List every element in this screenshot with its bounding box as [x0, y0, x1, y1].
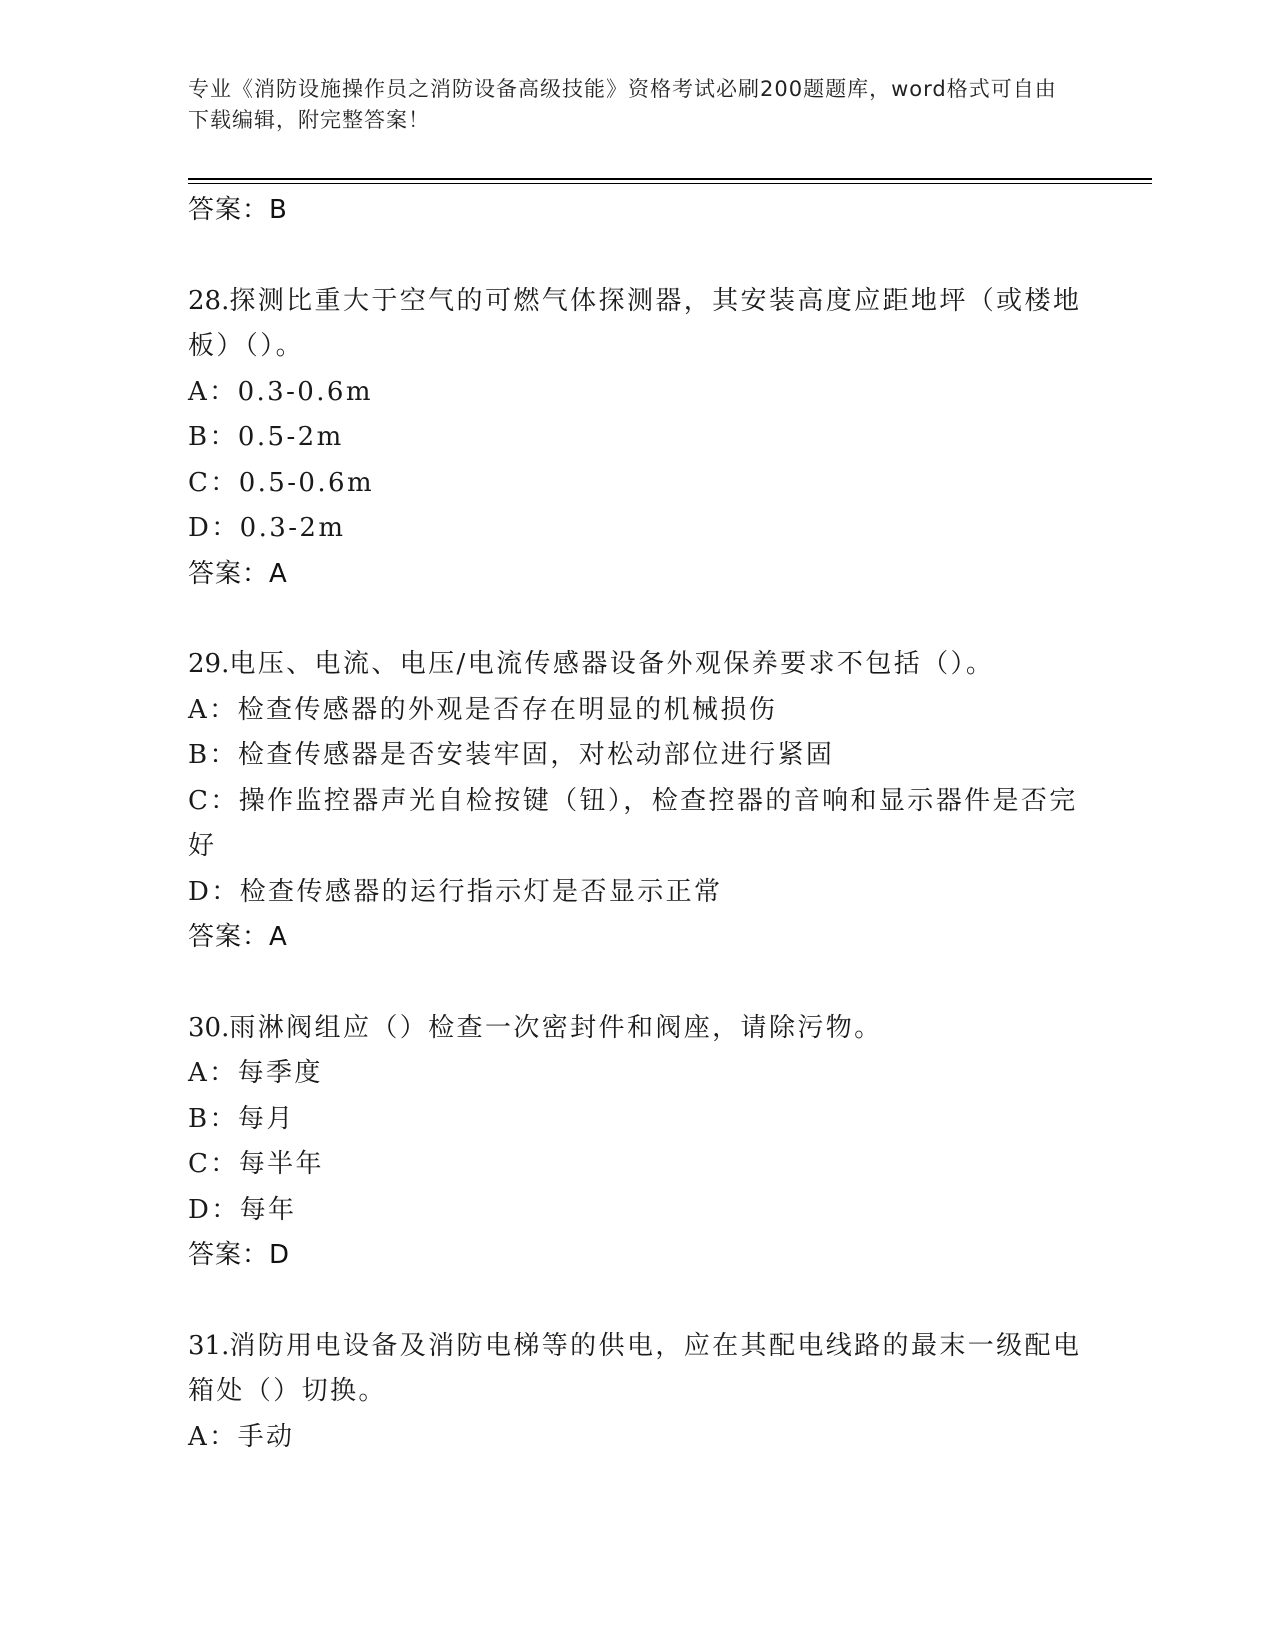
answer-line	[188, 915, 1088, 961]
option-label: D：	[188, 513, 240, 543]
answer-prefix: 答案：	[188, 558, 270, 589]
question-body: 雨淋阀组应（）检查一次密封件和阀座，请除污物。	[229, 1012, 883, 1043]
question-text	[188, 642, 1088, 688]
question-list	[188, 188, 1088, 1460]
question-item	[188, 1006, 1088, 1279]
question-item	[188, 1324, 1088, 1461]
option-text: 操作监控器声光自检按键（钮），检查控器的音响和显示器件是否完好	[188, 785, 1078, 861]
option-label: B：	[188, 1103, 238, 1134]
answer-value: A	[269, 558, 288, 589]
option-item	[188, 1188, 1088, 1234]
option-item	[188, 733, 1088, 779]
option-text: 手动	[237, 1421, 295, 1452]
option-label: C：	[188, 467, 239, 498]
option-item	[188, 461, 1088, 507]
option-label: B：	[188, 740, 238, 770]
answer-line	[188, 188, 1088, 234]
option-label: A：	[188, 1421, 238, 1452]
header-divider	[188, 178, 1152, 180]
answer-line	[188, 552, 1088, 598]
option-item	[188, 1051, 1088, 1097]
option-item	[188, 688, 1088, 734]
option-text: 每年	[239, 1194, 297, 1225]
option-item	[188, 1097, 1088, 1143]
answer-prefix: 答案：	[188, 922, 270, 952]
option-item	[188, 370, 1088, 416]
answer-value: D	[269, 1240, 291, 1270]
question-body: 电压、电流、电压/电流传感器设备外观保养要求不包括（）。	[229, 649, 995, 679]
option-label: C：	[188, 1149, 239, 1179]
option-text: 检查传感器的外观是否存在明显的机械损伤	[237, 694, 778, 725]
option-item	[188, 506, 1088, 552]
option-text: 检查传感器是否安装牢固，对松动部位进行紧固	[237, 740, 835, 770]
option-label: C：	[188, 785, 239, 816]
question-text	[188, 279, 1088, 370]
option-item	[188, 870, 1088, 916]
option-item	[188, 779, 1088, 870]
question-item	[188, 642, 1088, 961]
option-label: A：	[188, 1058, 238, 1088]
answer-value: B	[269, 195, 288, 225]
document-header: 专业《消防设施操作员之消防设备高级技能》资格考试必刷200题题库，word格式可自由下载编辑，附完整答案！	[188, 77, 1057, 132]
option-item	[188, 1142, 1088, 1188]
option-text: 检查传感器的运行指示灯是否显示正常	[239, 876, 723, 907]
answer-value: A	[269, 922, 288, 952]
option-text: 0.5-2m	[237, 422, 344, 452]
question-number: 30.	[188, 1012, 230, 1043]
option-label: B：	[188, 422, 238, 452]
question-item	[188, 279, 1088, 598]
question-body: 消防用电设备及消防电梯等的供电，应在其配电线路的最末一级配电箱处（）切换。	[188, 1330, 1082, 1406]
option-item	[188, 415, 1088, 461]
option-label: A：	[188, 376, 238, 407]
option-label: D：	[188, 1194, 240, 1225]
question-number: 29.	[188, 649, 230, 679]
question-text	[188, 1324, 1088, 1415]
answer-prefix: 答案：	[188, 1240, 270, 1270]
option-text: 0.3-0.6m	[237, 376, 373, 407]
option-item	[188, 1415, 1088, 1461]
answer-prefix: 答案：	[188, 195, 270, 225]
question-number: 31.	[188, 1330, 230, 1361]
option-label: A：	[188, 694, 238, 725]
option-text: 每月	[237, 1103, 295, 1134]
answer-line	[188, 1233, 1088, 1279]
question-body: 探测比重大于空气的可燃气体探测器，其安装高度应距地坪（或楼地板）（）。	[188, 285, 1082, 361]
option-text: 每半年	[238, 1149, 324, 1179]
option-label: D：	[188, 876, 240, 907]
question-text	[188, 1006, 1088, 1052]
option-text: 每季度	[237, 1058, 323, 1088]
option-text: 0.3-2m	[239, 513, 346, 543]
header-divider-thin	[188, 183, 1152, 184]
question-number: 28.	[188, 285, 230, 316]
option-text: 0.5-0.6m	[238, 467, 375, 498]
